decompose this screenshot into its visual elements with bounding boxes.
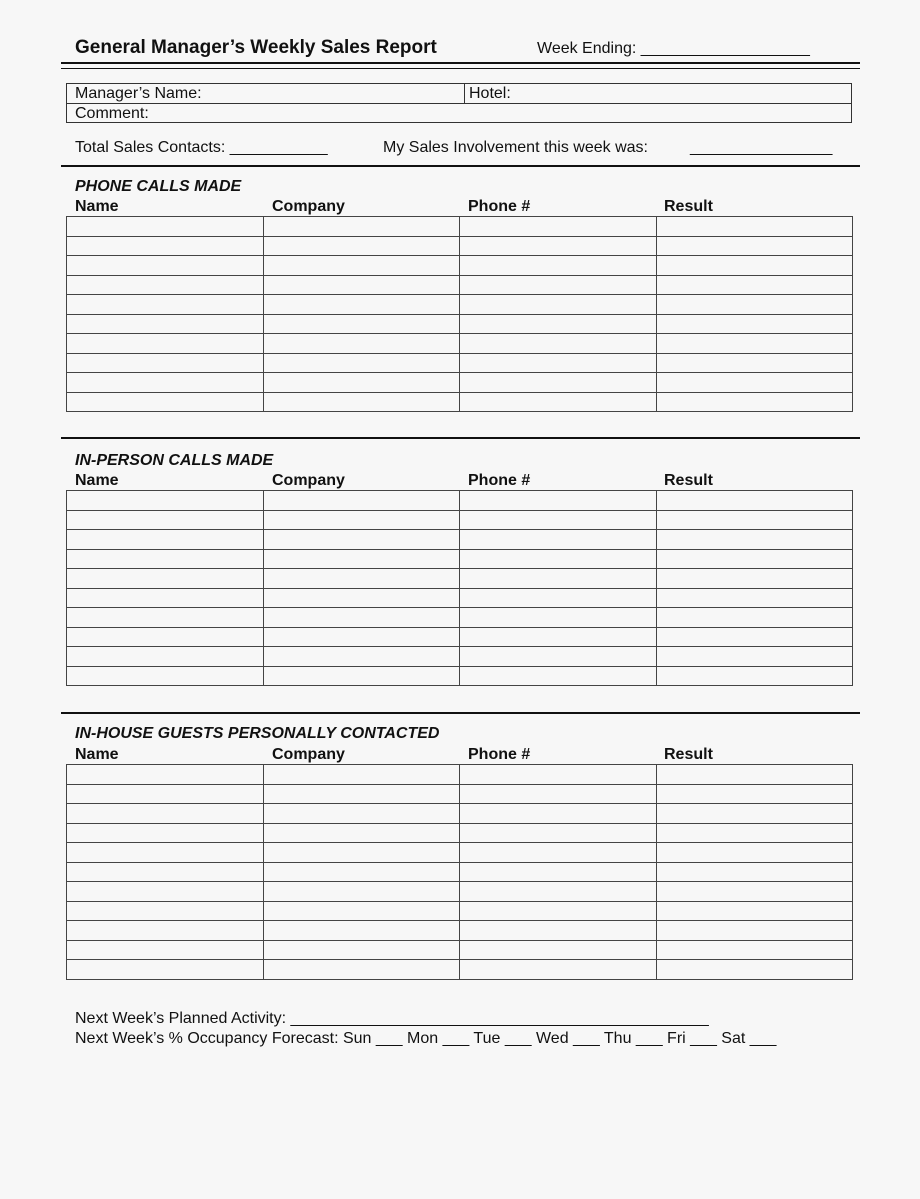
result-cell[interactable] xyxy=(656,549,853,569)
name-cell[interactable] xyxy=(67,960,264,980)
company-cell[interactable] xyxy=(263,765,460,785)
name-cell[interactable] xyxy=(67,882,264,902)
phone-cell[interactable] xyxy=(460,549,657,569)
result-cell[interactable] xyxy=(656,314,853,334)
result-cell[interactable] xyxy=(656,530,853,550)
table-row xyxy=(67,921,853,941)
name-cell[interactable] xyxy=(67,647,264,667)
table-row xyxy=(67,784,853,804)
table-row xyxy=(67,314,853,334)
table-row xyxy=(67,862,853,882)
company-cell[interactable] xyxy=(263,236,460,256)
name-cell[interactable] xyxy=(67,236,264,256)
result-cell[interactable] xyxy=(656,569,853,589)
table-row xyxy=(67,392,853,412)
company-cell[interactable] xyxy=(263,256,460,276)
in-person-calls-table xyxy=(66,490,853,686)
phone-cell[interactable] xyxy=(460,236,657,256)
result-cell[interactable] xyxy=(656,784,853,804)
phone-cell[interactable] xyxy=(460,647,657,667)
phone-cell[interactable] xyxy=(460,256,657,276)
company-cell[interactable] xyxy=(263,588,460,608)
table-row xyxy=(67,843,853,863)
name-cell[interactable] xyxy=(67,217,264,237)
column-header-result: Result xyxy=(664,746,713,763)
result-cell[interactable] xyxy=(656,236,853,256)
result-cell[interactable] xyxy=(656,823,853,843)
table-row xyxy=(67,627,853,647)
company-cell[interactable] xyxy=(263,862,460,882)
result-cell[interactable] xyxy=(656,921,853,941)
result-cell[interactable] xyxy=(656,334,853,354)
column-header-result: Result xyxy=(664,472,713,489)
column-header-name: Name xyxy=(75,198,119,215)
name-cell[interactable] xyxy=(67,804,264,824)
company-cell[interactable] xyxy=(263,569,460,589)
name-cell[interactable] xyxy=(67,823,264,843)
phone-cell[interactable] xyxy=(460,588,657,608)
table-row xyxy=(67,256,853,276)
table-row xyxy=(67,236,853,256)
in-house-guests-table xyxy=(66,764,853,980)
section-title-in-house-guests: IN-HOUSE GUESTS PERSONALLY CONTACTED xyxy=(75,725,440,742)
planned-activity-field[interactable]: Next Week’s Planned Activity: _______________________________________________ xyxy=(75,1010,709,1027)
name-cell[interactable] xyxy=(67,843,264,863)
name-cell[interactable] xyxy=(67,608,264,628)
name-cell[interactable] xyxy=(67,491,264,511)
column-header-company: Company xyxy=(272,472,345,489)
phone-cell[interactable] xyxy=(460,823,657,843)
result-cell[interactable] xyxy=(656,588,853,608)
result-cell[interactable] xyxy=(656,353,853,373)
company-cell[interactable] xyxy=(263,510,460,530)
phone-cell[interactable] xyxy=(460,295,657,315)
result-cell[interactable] xyxy=(656,901,853,921)
table-row xyxy=(67,960,853,980)
phone-cell[interactable] xyxy=(460,882,657,902)
name-cell[interactable] xyxy=(67,588,264,608)
company-cell[interactable] xyxy=(263,627,460,647)
table-row xyxy=(67,373,853,393)
phone-calls-table xyxy=(66,216,853,412)
name-cell[interactable] xyxy=(67,862,264,882)
table-row xyxy=(67,823,853,843)
phone-cell[interactable] xyxy=(460,392,657,412)
phone-cell[interactable] xyxy=(460,530,657,550)
table-row xyxy=(67,765,853,785)
result-cell[interactable] xyxy=(656,491,853,511)
result-cell[interactable] xyxy=(656,666,853,686)
phone-cell[interactable] xyxy=(460,921,657,941)
company-cell[interactable] xyxy=(263,823,460,843)
hotel-field[interactable]: Hotel: xyxy=(469,85,511,102)
table-row xyxy=(67,217,853,237)
phone-cell[interactable] xyxy=(460,765,657,785)
company-cell[interactable] xyxy=(263,353,460,373)
table-row xyxy=(67,608,853,628)
phone-cell[interactable] xyxy=(460,608,657,628)
company-cell[interactable] xyxy=(263,608,460,628)
company-cell[interactable] xyxy=(263,491,460,511)
name-cell[interactable] xyxy=(67,353,264,373)
total-sales-contacts-field[interactable]: Total Sales Contacts: ___________ xyxy=(75,139,328,156)
table-row xyxy=(67,804,853,824)
name-cell[interactable] xyxy=(67,569,264,589)
company-cell[interactable] xyxy=(263,373,460,393)
name-cell[interactable] xyxy=(67,549,264,569)
name-cell[interactable] xyxy=(67,295,264,315)
company-cell[interactable] xyxy=(263,804,460,824)
name-cell[interactable] xyxy=(67,765,264,785)
manager-name-field[interactable]: Manager’s Name: xyxy=(75,85,202,102)
result-cell[interactable] xyxy=(656,392,853,412)
phone-cell[interactable] xyxy=(460,334,657,354)
result-cell[interactable] xyxy=(656,295,853,315)
column-header-phone: Phone # xyxy=(468,472,531,489)
name-cell[interactable] xyxy=(67,940,264,960)
phone-cell[interactable] xyxy=(460,491,657,511)
section-divider xyxy=(61,437,860,439)
comment-field[interactable]: Comment: xyxy=(75,105,149,122)
company-cell[interactable] xyxy=(263,647,460,667)
company-cell[interactable] xyxy=(263,334,460,354)
phone-cell[interactable] xyxy=(460,784,657,804)
column-header-name: Name xyxy=(75,472,119,489)
name-cell[interactable] xyxy=(67,784,264,804)
section-title-phone-calls: PHONE CALLS MADE xyxy=(75,178,242,195)
column-header-phone: Phone # xyxy=(468,198,531,215)
name-cell[interactable] xyxy=(67,334,264,354)
name-cell[interactable] xyxy=(67,314,264,334)
result-cell[interactable] xyxy=(656,940,853,960)
table-row xyxy=(67,588,853,608)
sales-involvement-label: My Sales Involvement this week was: xyxy=(383,139,648,156)
name-cell[interactable] xyxy=(67,921,264,941)
table-row xyxy=(67,530,853,550)
company-cell[interactable] xyxy=(263,217,460,237)
result-cell[interactable] xyxy=(656,882,853,902)
table-row xyxy=(67,569,853,589)
name-cell[interactable] xyxy=(67,373,264,393)
table-row xyxy=(67,491,853,511)
result-cell[interactable] xyxy=(656,275,853,295)
company-cell[interactable] xyxy=(263,882,460,902)
name-cell[interactable] xyxy=(67,275,264,295)
company-cell[interactable] xyxy=(263,940,460,960)
result-cell[interactable] xyxy=(656,608,853,628)
table-row xyxy=(67,353,853,373)
phone-cell[interactable] xyxy=(460,940,657,960)
result-cell[interactable] xyxy=(656,373,853,393)
company-cell[interactable] xyxy=(263,295,460,315)
result-cell[interactable] xyxy=(656,510,853,530)
phone-cell[interactable] xyxy=(460,627,657,647)
phone-cell[interactable] xyxy=(460,275,657,295)
company-cell[interactable] xyxy=(263,275,460,295)
name-cell[interactable] xyxy=(67,666,264,686)
result-cell[interactable] xyxy=(656,627,853,647)
company-cell[interactable] xyxy=(263,314,460,334)
phone-cell[interactable] xyxy=(460,862,657,882)
table-row xyxy=(67,666,853,686)
company-cell[interactable] xyxy=(263,392,460,412)
phone-cell[interactable] xyxy=(460,373,657,393)
section-divider xyxy=(61,165,860,167)
name-cell[interactable] xyxy=(67,256,264,276)
name-cell[interactable] xyxy=(67,530,264,550)
company-cell[interactable] xyxy=(263,960,460,980)
company-cell[interactable] xyxy=(263,784,460,804)
name-cell[interactable] xyxy=(67,901,264,921)
company-cell[interactable] xyxy=(263,666,460,686)
table-row xyxy=(67,940,853,960)
table-row xyxy=(67,647,853,667)
name-cell[interactable] xyxy=(67,392,264,412)
phone-cell[interactable] xyxy=(460,314,657,334)
phone-cell[interactable] xyxy=(460,569,657,589)
company-cell[interactable] xyxy=(263,901,460,921)
table-row xyxy=(67,901,853,921)
section-divider xyxy=(61,712,860,714)
phone-cell[interactable] xyxy=(460,843,657,863)
section-title-in-person-calls: IN-PERSON CALLS MADE xyxy=(75,452,274,469)
phone-cell[interactable] xyxy=(460,217,657,237)
phone-cell[interactable] xyxy=(460,666,657,686)
result-cell[interactable] xyxy=(656,843,853,863)
result-cell[interactable] xyxy=(656,647,853,667)
result-cell[interactable] xyxy=(656,217,853,237)
table-row xyxy=(67,275,853,295)
manager-hotel-divider xyxy=(464,84,465,104)
week-ending-field[interactable]: Week Ending: ___________________ xyxy=(537,40,810,57)
phone-cell[interactable] xyxy=(460,353,657,373)
phone-cell[interactable] xyxy=(460,960,657,980)
phone-cell[interactable] xyxy=(460,510,657,530)
result-cell[interactable] xyxy=(656,960,853,980)
table-row xyxy=(67,295,853,315)
company-cell[interactable] xyxy=(263,549,460,569)
table-row xyxy=(67,549,853,569)
sales-involvement-field[interactable]: ________________ xyxy=(690,139,833,156)
table-row xyxy=(67,334,853,354)
table-row xyxy=(67,882,853,902)
company-cell[interactable] xyxy=(263,530,460,550)
report-title: General Manager’s Weekly Sales Report xyxy=(75,37,437,58)
column-header-phone: Phone # xyxy=(468,746,531,763)
column-header-company: Company xyxy=(272,198,345,215)
column-header-name: Name xyxy=(75,746,119,763)
result-cell[interactable] xyxy=(656,765,853,785)
company-cell[interactable] xyxy=(263,921,460,941)
header-divider xyxy=(61,62,860,69)
occupancy-forecast-field[interactable]: Next Week’s % Occupancy Forecast: Sun ___ Mon ___ Tue ___ Wed ___ Thu ___ Fri ___ Sat ___ xyxy=(75,1030,777,1047)
manager-info-box xyxy=(66,83,852,123)
table-row xyxy=(67,510,853,530)
name-cell[interactable] xyxy=(67,627,264,647)
result-cell[interactable] xyxy=(656,804,853,824)
column-header-company: Company xyxy=(272,746,345,763)
company-cell[interactable] xyxy=(263,843,460,863)
name-cell[interactable] xyxy=(67,510,264,530)
phone-cell[interactable] xyxy=(460,901,657,921)
phone-cell[interactable] xyxy=(460,804,657,824)
result-cell[interactable] xyxy=(656,862,853,882)
column-header-result: Result xyxy=(664,198,713,215)
result-cell[interactable] xyxy=(656,256,853,276)
